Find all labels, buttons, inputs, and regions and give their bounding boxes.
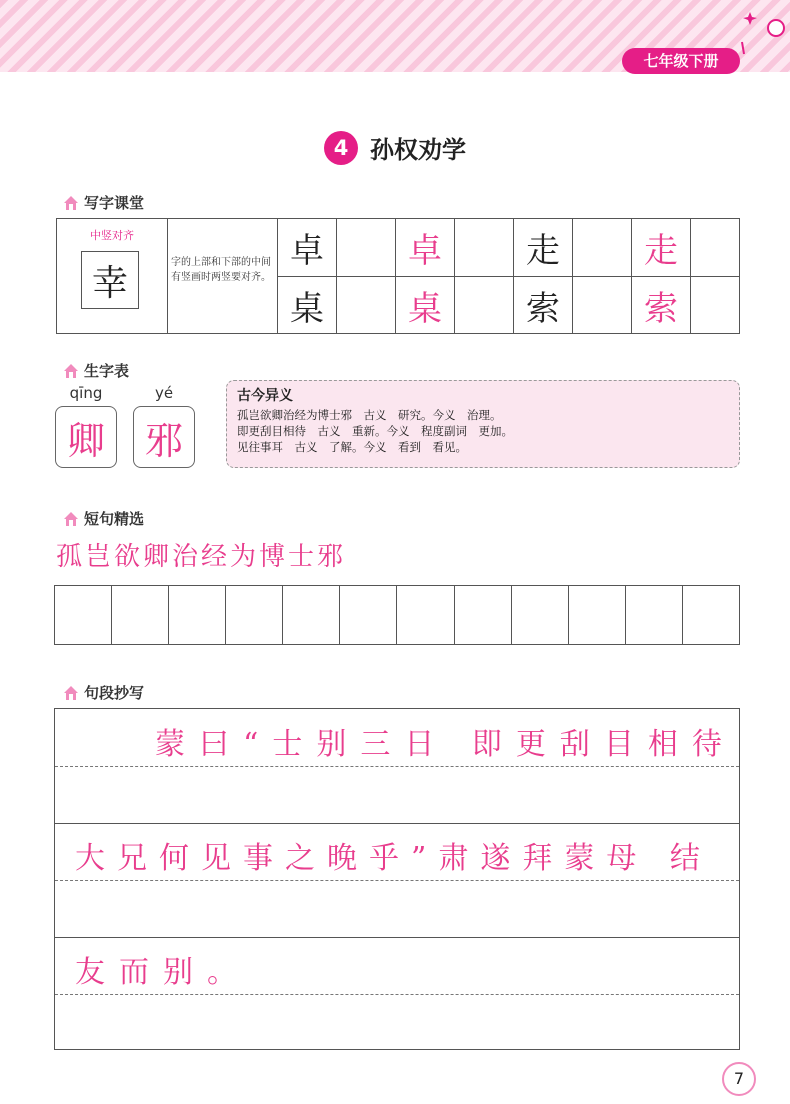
sparkle-decoration-icon <box>740 8 786 68</box>
grade-badge: 七年级下册 <box>622 48 740 74</box>
grid-cell[interactable] <box>626 586 683 644</box>
trace-cell: 索 <box>644 289 678 329</box>
trace-cell: 走 <box>644 231 678 271</box>
lesson-number: 4 <box>324 131 358 165</box>
trace-cell: 桌 <box>408 289 442 329</box>
writing-class-table <box>56 218 740 334</box>
sentence-trace: 孤岂欲卿治经为博士邪 <box>56 542 347 572</box>
writing-grid <box>54 585 740 645</box>
pen-house-icon <box>62 362 80 380</box>
grid-cell[interactable] <box>340 586 397 644</box>
writing-tip-label: 中竖对齐 <box>90 229 134 242</box>
grid-cell[interactable] <box>683 586 739 644</box>
grid-cell[interactable] <box>397 586 454 644</box>
section-copy-passage-label: 句段抄写 <box>84 684 145 702</box>
practice-cell: 桌 <box>290 289 324 329</box>
copy-passage-box <box>54 708 740 1050</box>
grid-cell[interactable] <box>55 586 112 644</box>
section-copy-passage <box>62 682 144 703</box>
model-character: 幸 <box>81 251 139 309</box>
new-char-box: 邪 <box>133 406 195 468</box>
page-number: 7 <box>722 1062 756 1096</box>
grid-cell[interactable] <box>112 586 169 644</box>
pinyin-label: qīng <box>69 384 103 402</box>
note-heading: 古今异义 <box>237 388 293 404</box>
grid-cell[interactable] <box>283 586 340 644</box>
grid-cell[interactable] <box>169 586 226 644</box>
practice-cell: 走 <box>526 231 560 271</box>
grid-cell[interactable] <box>512 586 569 644</box>
note-line: 即更刮目相待 古义 重新。今义 程度副词 更加。 <box>237 424 513 438</box>
practice-cell: 卓 <box>290 231 324 271</box>
section-writing-class-label: 写字课堂 <box>84 194 145 212</box>
pen-house-icon <box>62 194 80 212</box>
grid-cell[interactable] <box>455 586 512 644</box>
section-new-chars <box>62 360 129 381</box>
section-writing-class <box>62 192 144 213</box>
passage-line: 友而别。 <box>75 955 251 990</box>
pen-house-icon <box>62 510 80 528</box>
note-line: 孤岂欲卿治经为博士邪 古义 研究。今义 治理。 <box>237 408 502 422</box>
ancient-modern-note <box>226 380 740 468</box>
lesson-title <box>0 130 790 165</box>
practice-cell: 索 <box>526 289 560 329</box>
trace-cell: 卓 <box>408 231 442 271</box>
section-short-sentence <box>62 508 144 529</box>
grid-cell[interactable] <box>569 586 626 644</box>
writing-tip-text: 字的上部和下部的中间有竖画时两竖要对齐。 <box>171 257 271 283</box>
grid-cell[interactable] <box>226 586 283 644</box>
pinyin-label: yé <box>154 384 174 402</box>
new-char-box: 卿 <box>55 406 117 468</box>
section-new-chars-label: 生字表 <box>84 362 130 380</box>
section-short-sentence-label: 短句精选 <box>84 510 145 528</box>
lesson-title-text: 孙权劝学 <box>370 136 466 164</box>
note-line: 见往事耳 古义 了解。今义 看到 看见。 <box>237 440 467 454</box>
passage-line: 大兄何见事之晚乎”肃遂拜蒙母 结 <box>75 841 712 876</box>
passage-line: 蒙曰“士别三日 即更刮目相待 <box>155 727 736 762</box>
pen-house-icon <box>62 684 80 702</box>
